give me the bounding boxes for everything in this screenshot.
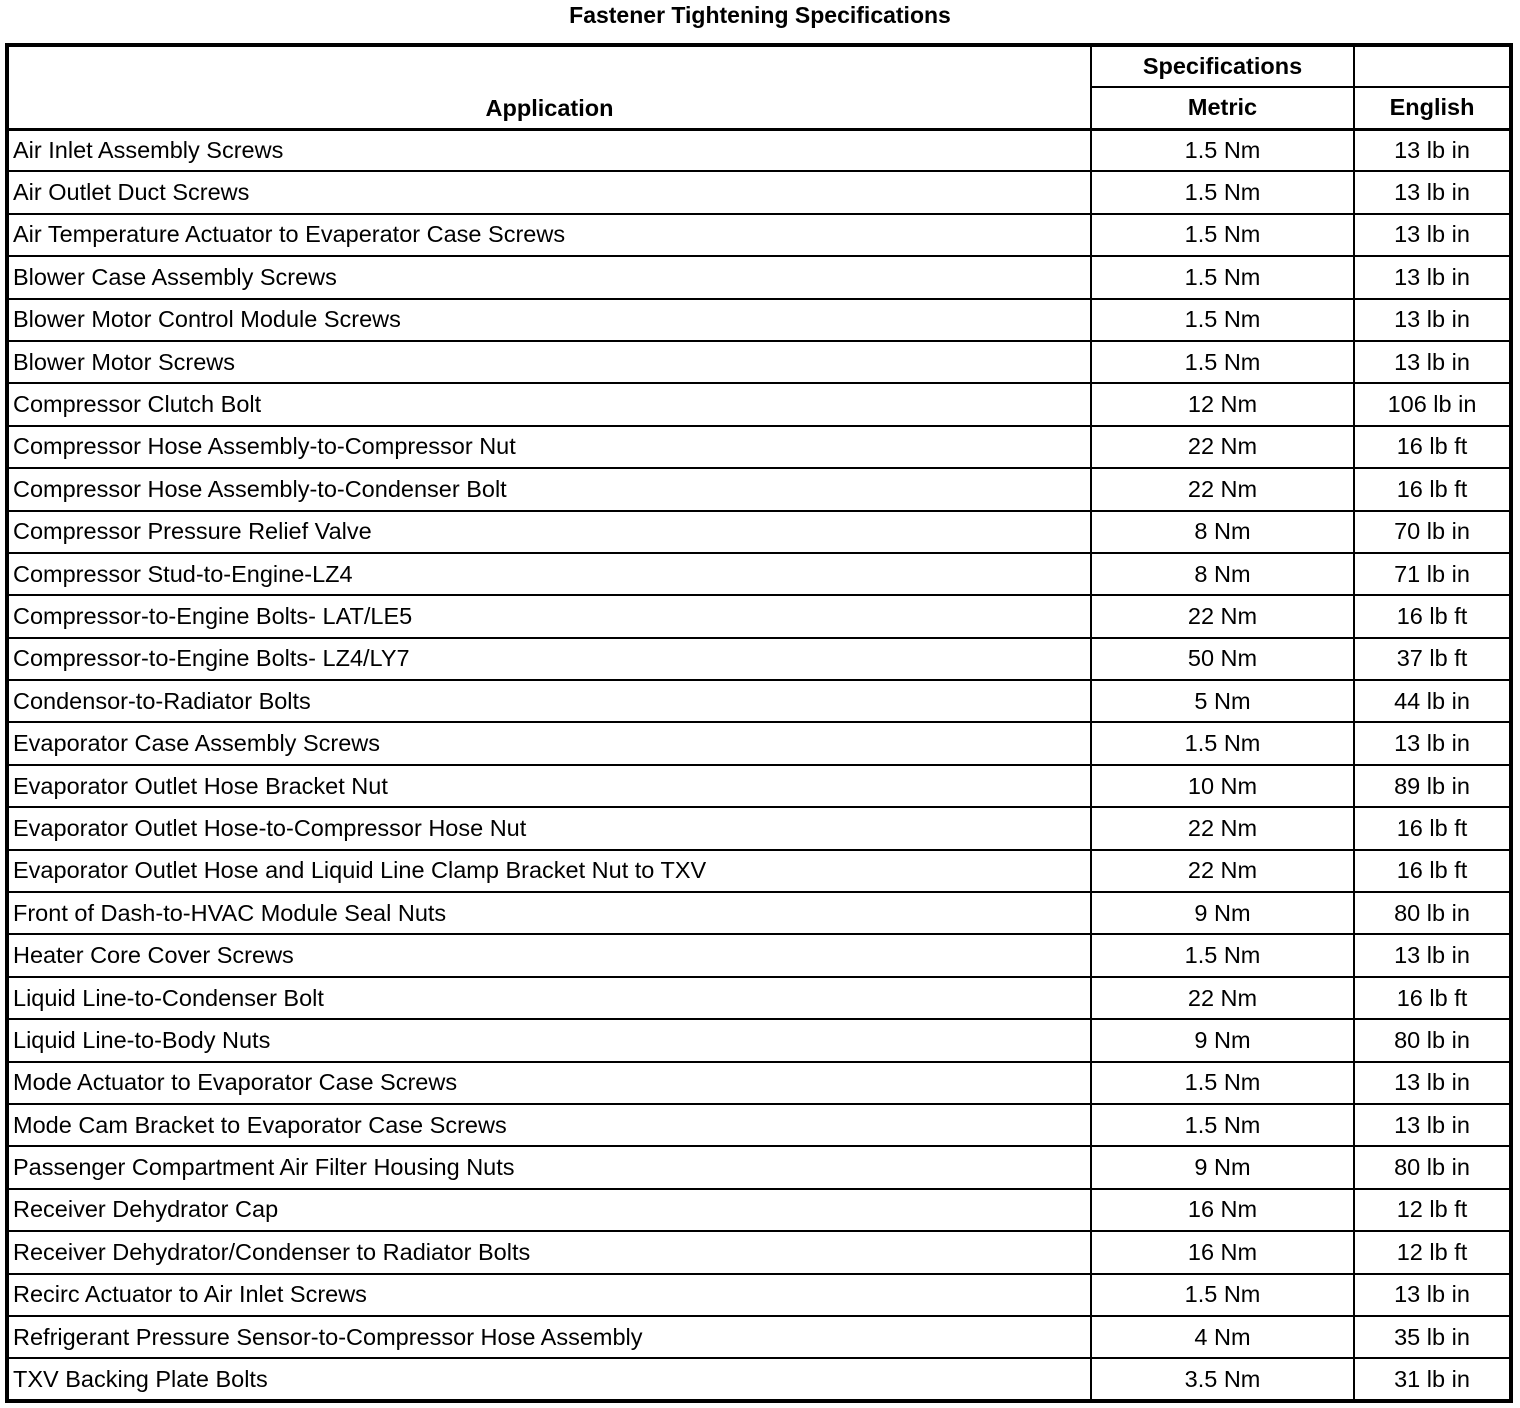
english-cell: 80 lb in (1354, 892, 1511, 934)
english-cell: 16 lb ft (1354, 850, 1511, 892)
metric-cell: 5 Nm (1091, 680, 1354, 722)
application-cell: Liquid Line-to-Condenser Bolt (7, 977, 1091, 1019)
application-cell: Evaporator Outlet Hose Bracket Nut (7, 765, 1091, 807)
metric-cell: 22 Nm (1091, 468, 1354, 510)
english-cell: 37 lb ft (1354, 638, 1511, 680)
metric-cell: 16 Nm (1091, 1189, 1354, 1231)
metric-cell: 3.5 Nm (1091, 1358, 1354, 1400)
fastener-spec-table (5, 43, 1513, 1403)
english-cell: 71 lb in (1354, 553, 1511, 595)
application-cell: Mode Cam Bracket to Evaporator Case Screws (7, 1104, 1091, 1146)
metric-cell: 1.5 Nm (1091, 1274, 1354, 1316)
application-cell: Compressor Pressure Relief Valve (7, 511, 1091, 553)
application-cell: TXV Backing Plate Bolts (7, 1358, 1091, 1400)
table-row (7, 214, 1511, 256)
application-cell: Air Outlet Duct Screws (7, 171, 1091, 213)
metric-cell: 1.5 Nm (1091, 256, 1354, 298)
application-cell: Evaporator Outlet Hose and Liquid Line Clamp Bracket Nut to TXV (7, 850, 1091, 892)
english-cell: 13 lb in (1354, 129, 1511, 171)
table-row (7, 341, 1511, 383)
metric-cell: 22 Nm (1091, 850, 1354, 892)
english-cell: 80 lb in (1354, 1146, 1511, 1188)
table-row (7, 765, 1511, 807)
metric-cell: 8 Nm (1091, 511, 1354, 553)
header-empty-cell (1354, 45, 1511, 87)
application-cell: Receiver Dehydrator Cap (7, 1189, 1091, 1231)
metric-cell: 22 Nm (1091, 426, 1354, 468)
application-cell: Evaporator Case Assembly Screws (7, 722, 1091, 764)
table-row (7, 1231, 1511, 1273)
metric-cell: 22 Nm (1091, 595, 1354, 637)
application-cell: Compressor Stud-to-Engine-LZ4 (7, 553, 1091, 595)
application-cell: Air Inlet Assembly Screws (7, 129, 1091, 171)
table-row (7, 680, 1511, 722)
table-row (7, 722, 1511, 764)
english-cell: 44 lb in (1354, 680, 1511, 722)
table-body (7, 129, 1511, 1401)
english-cell: 12 lb ft (1354, 1231, 1511, 1273)
metric-cell: 1.5 Nm (1091, 722, 1354, 764)
table-row (7, 1189, 1511, 1231)
application-cell: Compressor Hose Assembly-to-Condenser Bolt (7, 468, 1091, 510)
metric-cell: 1.5 Nm (1091, 341, 1354, 383)
table-row (7, 1316, 1511, 1358)
table-row (7, 1104, 1511, 1146)
application-cell: Mode Actuator to Evaporator Case Screws (7, 1062, 1091, 1104)
table-row (7, 299, 1511, 341)
table-row (7, 468, 1511, 510)
english-cell: 13 lb in (1354, 1274, 1511, 1316)
english-cell: 13 lb in (1354, 1062, 1511, 1104)
english-cell: 13 lb in (1354, 171, 1511, 213)
application-cell: Compressor-to-Engine Bolts- LAT/LE5 (7, 595, 1091, 637)
english-cell: 13 lb in (1354, 256, 1511, 298)
metric-cell: 1.5 Nm (1091, 129, 1354, 171)
application-cell: Blower Case Assembly Screws (7, 256, 1091, 298)
english-cell: 31 lb in (1354, 1358, 1511, 1400)
metric-cell: 1.5 Nm (1091, 934, 1354, 976)
english-cell: 16 lb ft (1354, 595, 1511, 637)
header-english: English (1354, 87, 1511, 129)
application-cell: Compressor Hose Assembly-to-Compressor Nut (7, 426, 1091, 468)
application-cell: Liquid Line-to-Body Nuts (7, 1019, 1091, 1061)
metric-cell: 1.5 Nm (1091, 171, 1354, 213)
application-cell: Compressor-to-Engine Bolts- LZ4/LY7 (7, 638, 1091, 680)
english-cell: 35 lb in (1354, 1316, 1511, 1358)
header-application: Application (7, 45, 1091, 129)
header-metric: Metric (1091, 87, 1354, 129)
english-cell: 13 lb in (1354, 299, 1511, 341)
english-cell: 16 lb ft (1354, 426, 1511, 468)
table-row (7, 638, 1511, 680)
application-cell: Front of Dash-to-HVAC Module Seal Nuts (7, 892, 1091, 934)
english-cell: 12 lb ft (1354, 1189, 1511, 1231)
metric-cell: 1.5 Nm (1091, 299, 1354, 341)
table-row (7, 934, 1511, 976)
metric-cell: 1.5 Nm (1091, 214, 1354, 256)
metric-cell: 10 Nm (1091, 765, 1354, 807)
table-row (7, 850, 1511, 892)
table-row (7, 892, 1511, 934)
metric-cell: 12 Nm (1091, 383, 1354, 425)
english-cell: 16 lb ft (1354, 468, 1511, 510)
metric-cell: 16 Nm (1091, 1231, 1354, 1273)
table-row (7, 1062, 1511, 1104)
header-specifications: Specifications (1091, 45, 1354, 87)
metric-cell: 9 Nm (1091, 1019, 1354, 1061)
metric-cell: 22 Nm (1091, 807, 1354, 849)
header-row-top (7, 45, 1511, 87)
english-cell: 13 lb in (1354, 934, 1511, 976)
metric-cell: 9 Nm (1091, 892, 1354, 934)
application-cell: Heater Core Cover Screws (7, 934, 1091, 976)
english-cell: 89 lb in (1354, 765, 1511, 807)
metric-cell: 50 Nm (1091, 638, 1354, 680)
english-cell: 70 lb in (1354, 511, 1511, 553)
table-row (7, 977, 1511, 1019)
application-cell: Compressor Clutch Bolt (7, 383, 1091, 425)
application-cell: Passenger Compartment Air Filter Housing Nuts (7, 1146, 1091, 1188)
metric-cell: 22 Nm (1091, 977, 1354, 1019)
english-cell: 13 lb in (1354, 214, 1511, 256)
application-cell: Refrigerant Pressure Sensor-to-Compressor Hose Assembly (7, 1316, 1091, 1358)
english-cell: 13 lb in (1354, 722, 1511, 764)
english-cell: 16 lb ft (1354, 807, 1511, 849)
metric-cell: 4 Nm (1091, 1316, 1354, 1358)
document-title: Fastener Tightening Specifications (569, 2, 951, 28)
english-cell: 13 lb in (1354, 1104, 1511, 1146)
table-row (7, 129, 1511, 171)
table-row (7, 426, 1511, 468)
metric-cell: 1.5 Nm (1091, 1104, 1354, 1146)
english-cell: 106 lb in (1354, 383, 1511, 425)
application-cell: Recirc Actuator to Air Inlet Screws (7, 1274, 1091, 1316)
application-cell: Receiver Dehydrator/Condenser to Radiator Bolts (7, 1231, 1091, 1273)
application-cell: Evaporator Outlet Hose-to-Compressor Hose Nut (7, 807, 1091, 849)
english-cell: 13 lb in (1354, 341, 1511, 383)
metric-cell: 8 Nm (1091, 553, 1354, 595)
english-cell: 80 lb in (1354, 1019, 1511, 1061)
table-row (7, 1274, 1511, 1316)
table-row (7, 595, 1511, 637)
table-row (7, 553, 1511, 595)
table-row (7, 1146, 1511, 1188)
application-cell: Air Temperature Actuator to Evaperator Case Screws (7, 214, 1091, 256)
table-row (7, 807, 1511, 849)
metric-cell: 1.5 Nm (1091, 1062, 1354, 1104)
application-cell: Blower Motor Control Module Screws (7, 299, 1091, 341)
table-row (7, 383, 1511, 425)
application-cell: Condensor-to-Radiator Bolts (7, 680, 1091, 722)
metric-cell: 9 Nm (1091, 1146, 1354, 1188)
table-row (7, 171, 1511, 213)
english-cell: 16 lb ft (1354, 977, 1511, 1019)
application-cell: Blower Motor Screws (7, 341, 1091, 383)
table-row (7, 1358, 1511, 1400)
table-row (7, 256, 1511, 298)
table-header (7, 45, 1511, 129)
table-row (7, 1019, 1511, 1061)
table-row (7, 511, 1511, 553)
